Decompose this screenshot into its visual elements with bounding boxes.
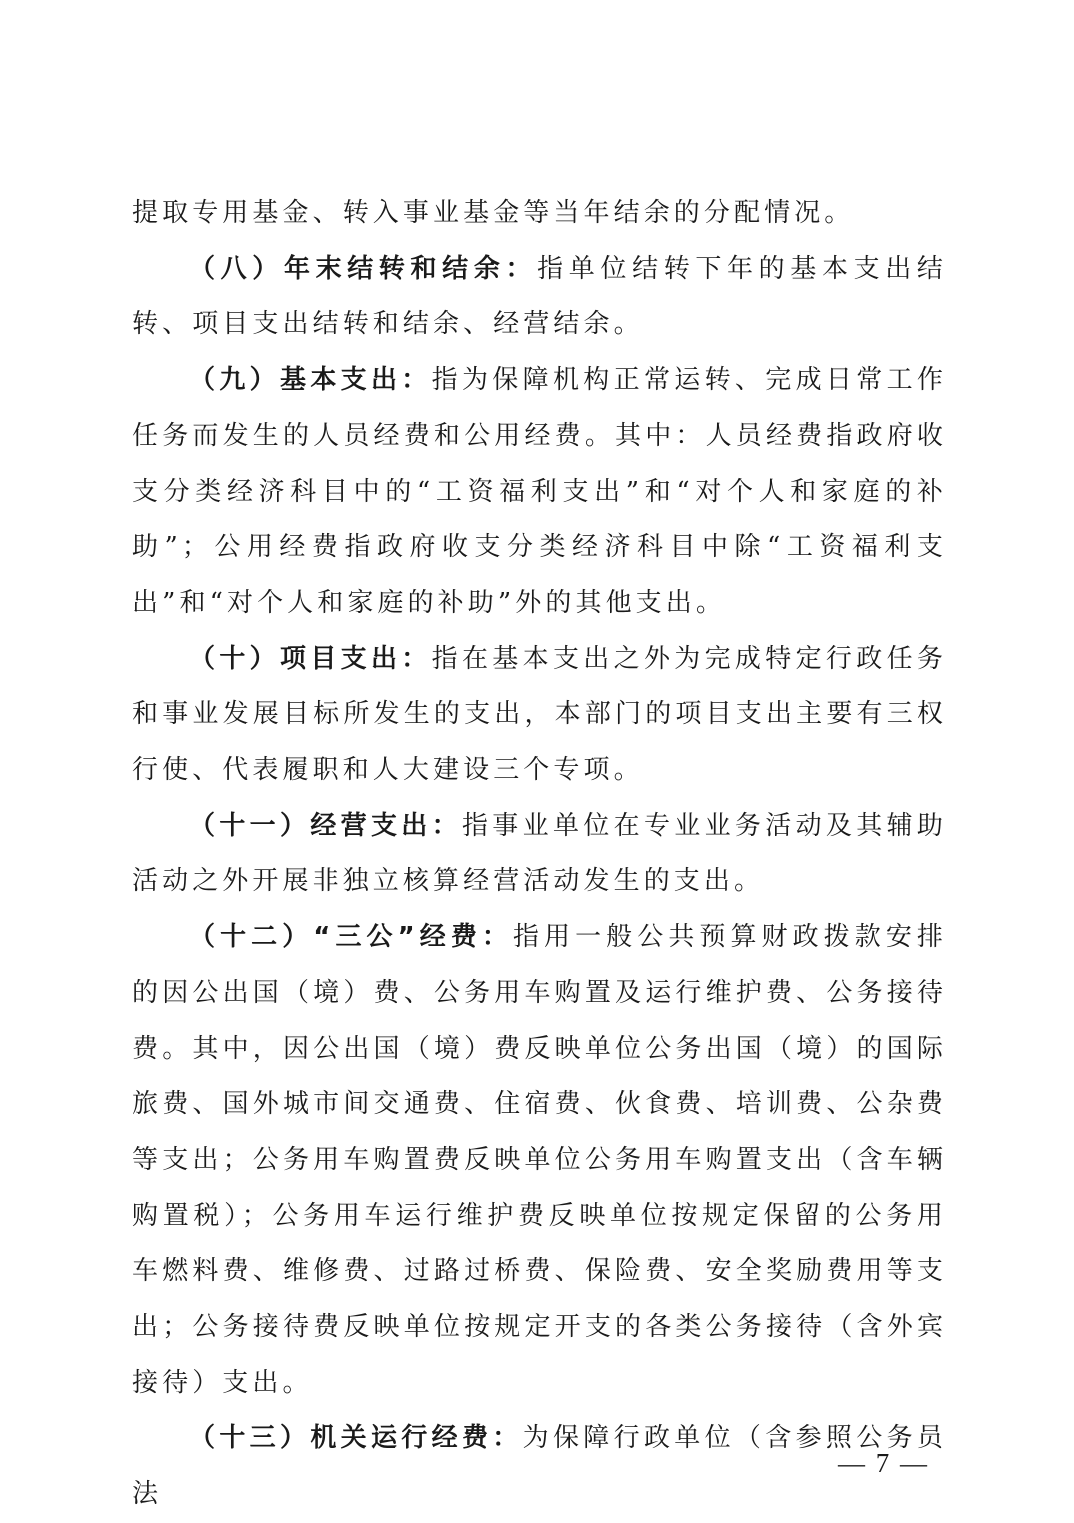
term-heading: （十一）经营支出： [189,810,462,841]
term-heading: （八）年末结转和结余： [189,253,538,284]
paragraph-continuation [132,186,947,242]
paragraph-text: 指在基本支出之外为完成特定行政任务和事业发展目标所发生的支出，本部门的项目支出主要有三权行使、代表履职和人大建设三个专项。 [132,643,947,786]
term-heading: （十二）“三公”经费： [189,922,513,953]
term-heading: （九）基本支出： [189,365,432,396]
paragraph-operating-expenditure [132,799,947,910]
term-heading: （十三）机关运行经费： [189,1423,523,1454]
paragraph-text: 为保障行政单位（含参照公务员法 [132,1423,947,1510]
paragraph-year-end-balance [132,242,947,353]
paragraph-basic-expenditure [132,353,947,632]
paragraph-agency-operating-funds [132,1411,947,1522]
paragraph-text: 指事业单位在专业业务活动及其辅助活动之外开展非独立核算经营活动发生的支出。 [132,810,947,897]
paragraph-text: 指为保障机构正常运转、完成日常工作任务而发生的人员经费和公用经费。其中：人员经费指政府收支分类经济科目中的“工资福利支出”和“对个人和家庭的补助”；公用经费指政府收支分类经济科目中除“工资福利支出”和“对个人和家庭的补助”外的其他支出。 [132,365,947,618]
paragraph-text: 指用一般公共预算财政拨款安排的因公出国（境）费、公务用车购置及运行维护费、公务接待费。其中，因公出国（境）费反映单位公务出国（境）的国际旅费、国外城市间交通费、住宿费、伙食费、培训费、公杂费等支出；公务用车购置费反映单位公务用车购置支出（含车辆购置税）；公务用车运行维护费反映单位按规定保留的公务用车燃料费、维修费、过路过桥费、保险费、安全奖励费用等支出；公务接待费反映单位按规定开支的各类公务接待（含外宾接待）支出。 [132,922,947,1398]
page-number: — 7 — [838,1448,929,1478]
document-body [132,186,947,1523]
term-heading: （十）项目支出： [189,643,432,674]
paragraph-text: 指单位结转下年的基本支出结转、项目支出结转和结余、经营结余。 [132,253,947,340]
paragraph-text: 提取专用基金、转入事业基金等当年结余的分配情况。 [132,198,855,228]
paragraph-project-expenditure [132,632,947,799]
paragraph-three-public-funds [132,910,947,1411]
